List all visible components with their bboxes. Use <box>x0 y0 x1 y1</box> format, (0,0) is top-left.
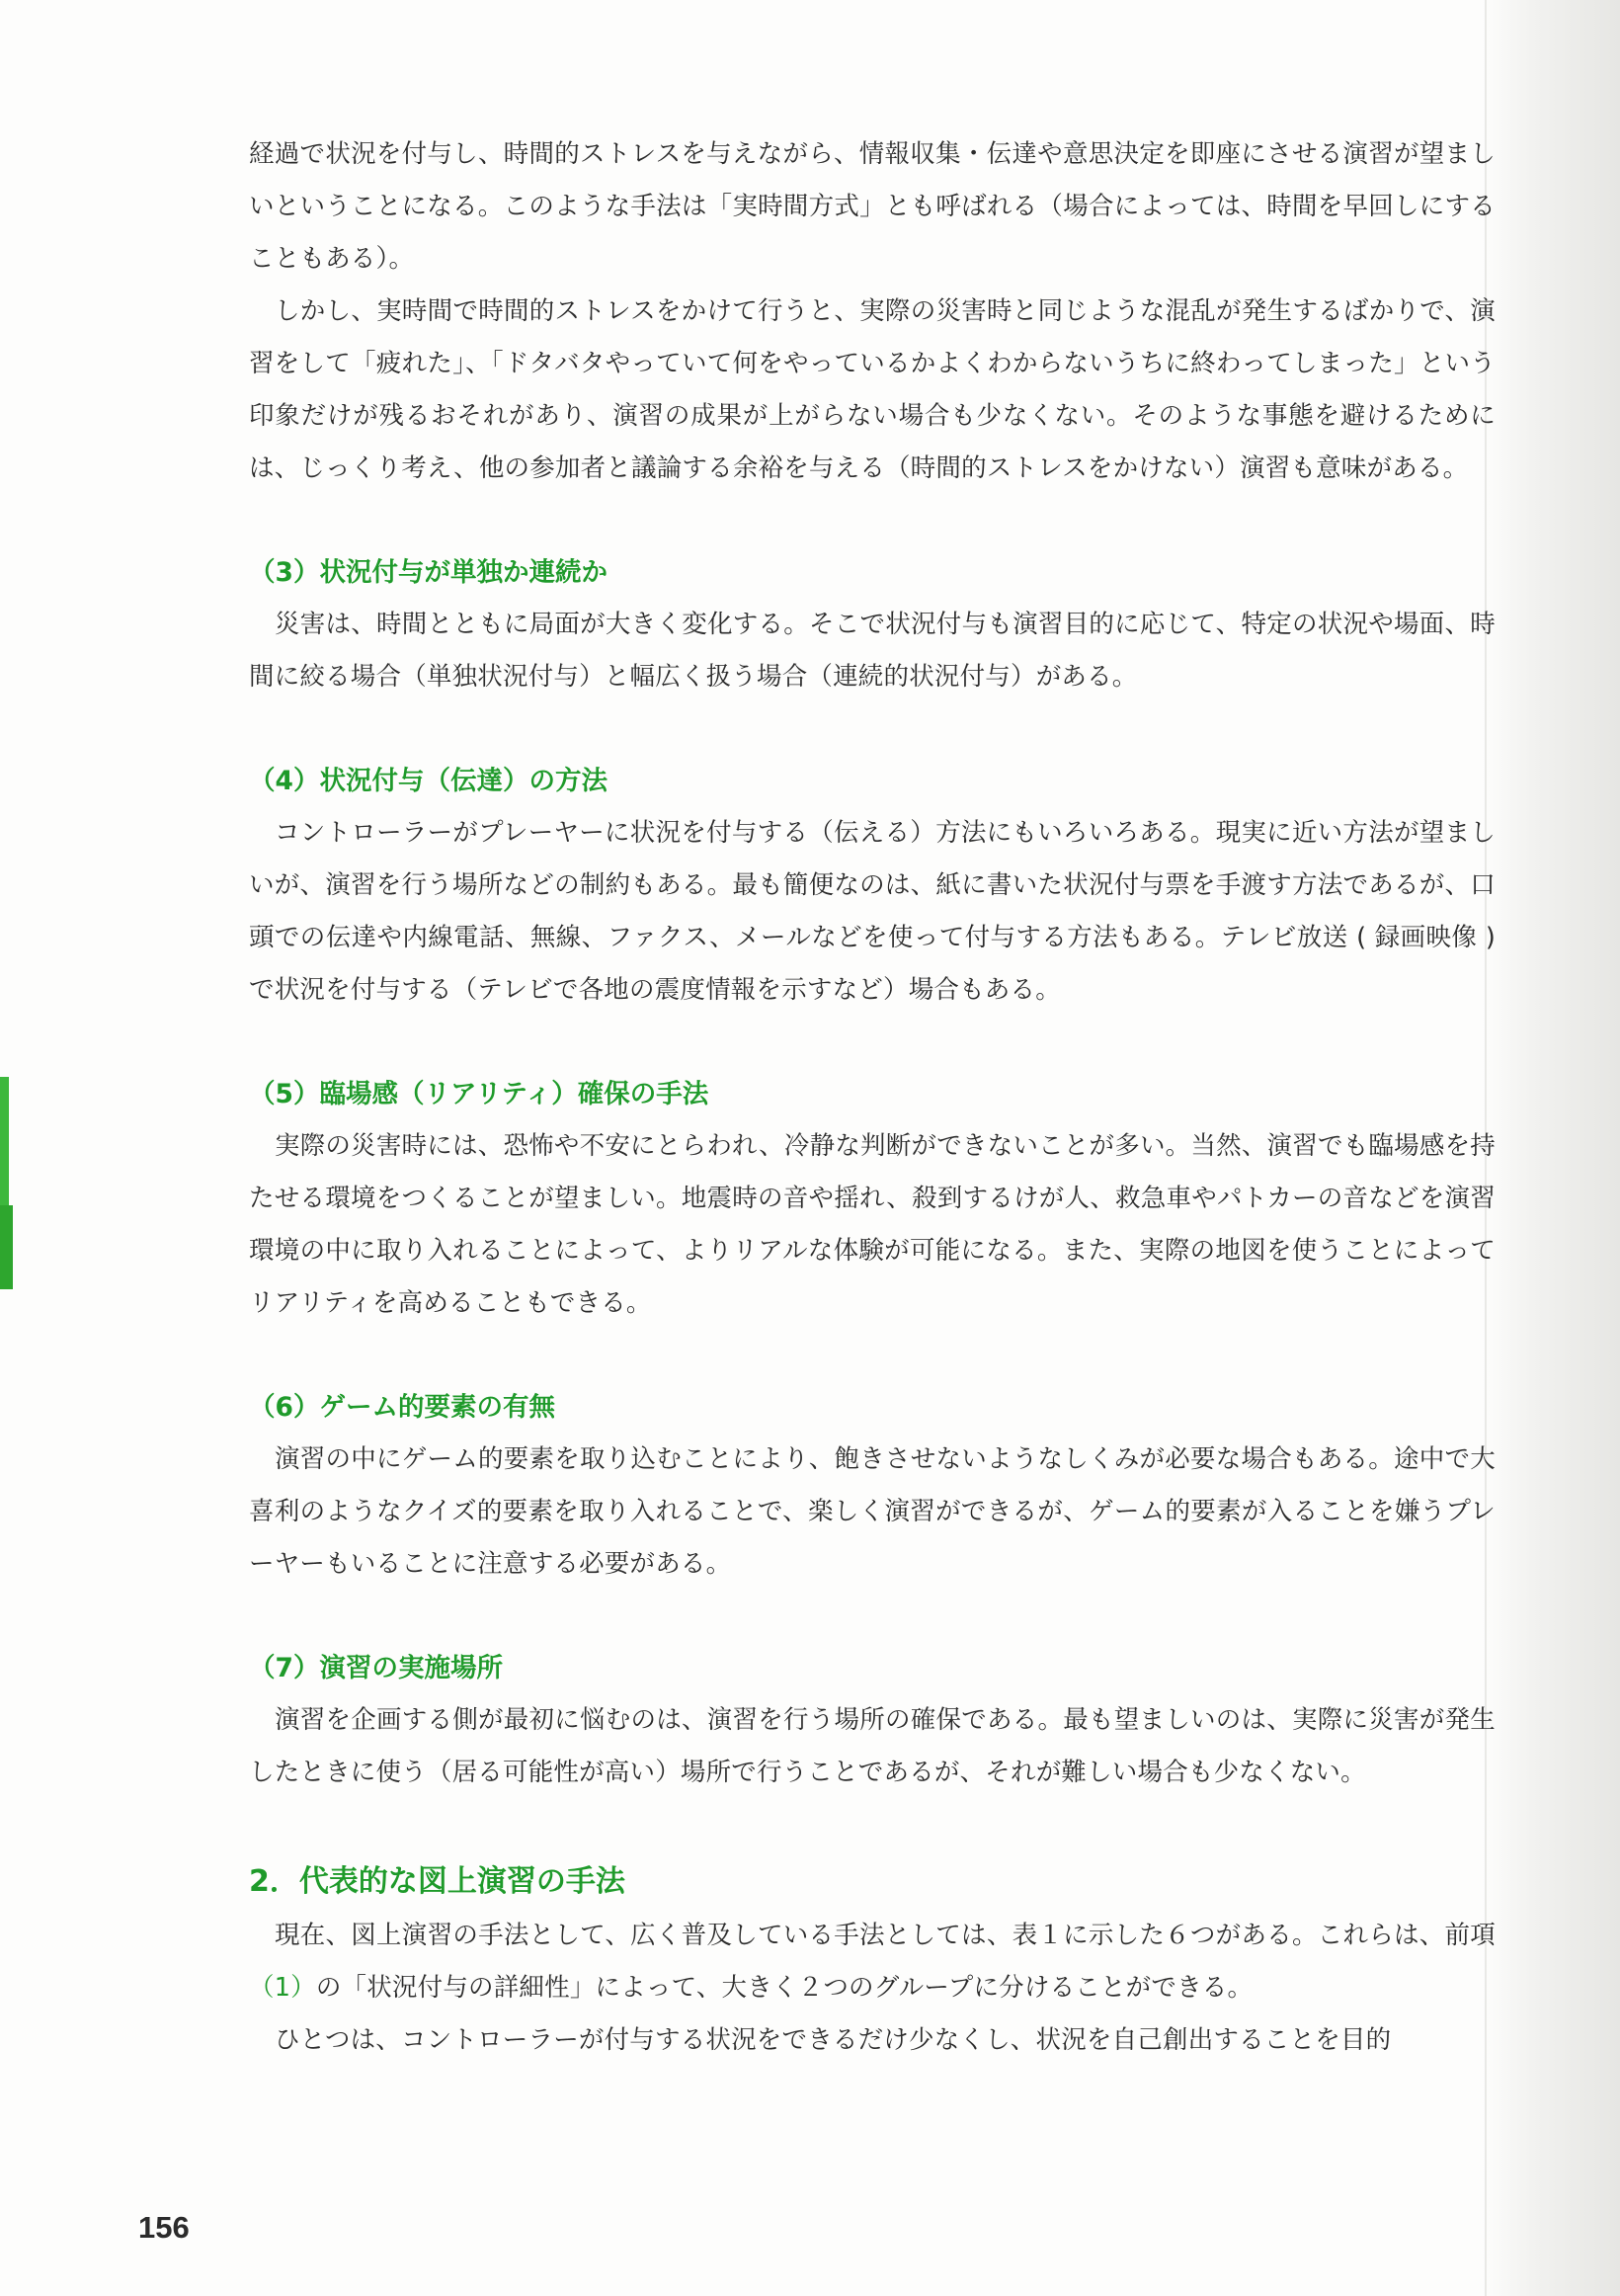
section-body-7: 演習を企画する側が最初に悩むのは、演習を行う場所の確保である。最も望ましいのは、実際に災害が発生したときに使う（居る可能性が高い）場所で行うことであるが、それが難しい場合も少なくない。 <box>249 1705 1496 1787</box>
section-body-5: 実際の災害時には、恐怖や不安にとらわれ、冷静な判断ができないことが多い。当然、演習でも臨場感を持たせる環境をつくることが望ましい。地震時の音や揺れ、殺到するけが人、救急車やパトカーの音などを演習環境の中に取り入れることによって、よりリアルな体験が可能になる。また、実際の地図を使うことによってリアリティを高めることもできる。 <box>249 1131 1496 1318</box>
section-heading-5: （5）臨場感（リアリティ）確保の手法 <box>249 1079 709 1109</box>
page-body <box>249 128 1496 2067</box>
section2-paragraph-2: ひとつは、コントローラーが付与する状況をできるだけ少なくし、状況を自己創出することを目的 <box>275 2025 1392 2055</box>
section-heading-3: （3）状況付与が単独か連続か <box>249 557 608 588</box>
section-body-6: 演習の中にゲーム的要素を取り込むことにより、飽きさせないようなしくみが必要な場合もある。途中で大喜利のようなクイズ的要素を取り入れることで、楽しく演習ができるが、ゲーム的要素が入ることを嫌うプレーヤーもいることに注意する必要がある。 <box>249 1444 1496 1579</box>
chapter-heading-2: 2．代表的な図上演習の手法 <box>249 1864 625 1899</box>
section-body-4: コントローラーがプレーヤーに状況を付与する（伝える）方法にもいろいろある。現実に近い方法が望ましいが、演習を行う場所などの制約もある。最も簡便なのは、紙に書いた状況付与票を手渡す方法であるが、口頭での伝達や内線電話、無線、ファクス、メールなどを使って付与する方法もある。テレビ放送 ( 録画映像 ) で状況を付与する（テレビで各地の震度情報を示すなど）場合もある。 <box>249 818 1496 1005</box>
section2-paragraph-1 <box>249 1910 1496 2014</box>
section2-para1-highlight: （1） <box>249 1973 316 2003</box>
section2-para1-rest: の「状況付与の詳細性」によって、大きく２つのグループに分けることができる。 <box>315 1973 1254 2003</box>
intro-paragraph-1: 経過で状況を付与し、時間的ストレスを与えながら、情報収集・伝達や意思決定を即座にさせる演習が望ましいということになる。このような手法は「実時間方式」とも呼ばれる（場合によっては、時間を早回しにすることもある）。 <box>249 139 1496 274</box>
section-heading-7: （7）演習の実施場所 <box>249 1653 503 1683</box>
section2-para1-text: 現在、図上演習の手法として、広く普及している手法としては、表１に示した６つがある。これらは、前項 <box>275 1921 1496 1950</box>
section-heading-6: （6）ゲーム的要素の有無 <box>249 1392 555 1423</box>
page-gutter-shadow <box>1482 0 1620 2296</box>
margin-index-tab-lower <box>0 1205 13 1289</box>
margin-index-tab <box>0 1077 9 1205</box>
section-body-3: 災害は、時間とともに局面が大きく変化する。そこで状況付与も演習目的に応じて、特定の状況や場面、時間に絞る場合（単独状況付与）と幅広く扱う場合（連続的状況付与）がある。 <box>249 610 1496 692</box>
intro-paragraph-2: しかし、実時間で時間的ストレスをかけて行うと、実際の災害時と同じような混乱が発生するばかりで、演習をして「疲れた」、「ドタバタやっていて何をやっているかよくわからないうちに終わってしまった」という印象だけが残るおそれがあり、演習の成果が上がらない場合も少なくない。そのような事態を避けるためには、じっくり考え、他の参加者と議論する余裕を与える（時間的ストレスをかけない）演習も意味がある。 <box>249 296 1496 483</box>
page-number: 156 <box>138 2210 190 2245</box>
section-heading-4: （4）状況付与（伝達）の方法 <box>249 766 608 796</box>
